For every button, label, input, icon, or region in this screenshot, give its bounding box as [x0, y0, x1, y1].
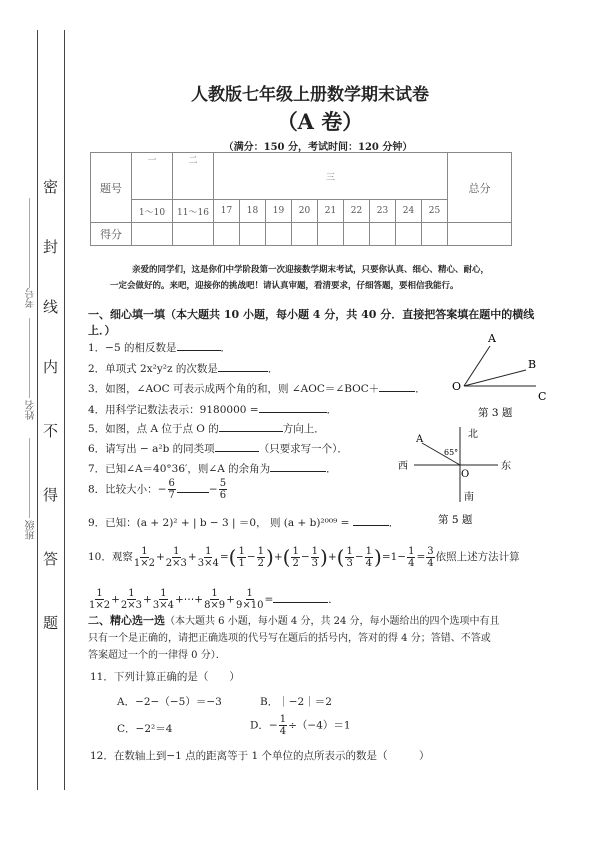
option-d[interactable]: D．− $\frac{1}{4}$ ÷（−4）＝1 — [250, 714, 351, 737]
answer-blank[interactable] — [215, 442, 259, 452]
west-label: 西 — [398, 461, 408, 472]
sub-col: 20 — [292, 200, 318, 223]
class-label: 班级 — [26, 520, 37, 540]
exam-info: （满分：150 分，考试时间：120 分钟） — [223, 142, 413, 153]
seal-char: 线 — [43, 298, 59, 316]
sub-col: 22 — [344, 200, 370, 223]
question-3: 3．如图，∠AOC 可表示成两个角的和，则 ∠AOC＝∠BOC＋ ． — [88, 383, 426, 395]
section2-heading: 只有一个是正确的，请把正确选项的代号写在题后的括号内，答对的得 4 分；答错、不答或 — [88, 633, 491, 644]
group-2: 二 — [173, 153, 214, 200]
score-label: 得分 — [91, 223, 132, 246]
row-label: 题号 — [91, 153, 132, 223]
answer-blank[interactable] — [177, 483, 209, 493]
north-label: 北 — [468, 429, 478, 440]
score-cell[interactable] — [132, 223, 173, 246]
question-11: 11．下列计算正确的是（ ） — [90, 671, 240, 683]
south-label: 南 — [464, 492, 474, 503]
angle-label: 65° — [444, 448, 459, 457]
question-10: 10．观察 $\frac{1}{1\times 2}$ + $\frac{1}{2\times 3}$ + $\frac{1}{3\times 4}$ =( $\frac{1}{1}$ − $\frac{1}{2}$ )+( $\frac{1}{2}$ − $\frac{1}{3}$ )+( $\frac{1}{3}$ − $\frac{1}{4}$ )=1− $\frac{1}{4}$ = $\frac{3}{4}$ 依照上述方法计算 — [88, 545, 520, 569]
section2-heading: 二、精心选一选（本大题共 6 小题，每小题 4 分，共 24 分，每小题给出的四个选项中有且 — [88, 614, 500, 627]
sub-col: 19 — [266, 200, 292, 223]
answer-blank[interactable] — [177, 341, 221, 351]
score-cell[interactable] — [266, 223, 292, 246]
answer-blank[interactable] — [259, 403, 327, 413]
answer-blank[interactable] — [270, 462, 326, 472]
question-1: 1．−5 的相反数是 ． — [88, 342, 231, 354]
answer-blank[interactable] — [219, 422, 283, 432]
section1-heading: 上．） — [88, 324, 116, 337]
page-title: 人教版七年级上册数学期末试卷 — [191, 85, 429, 105]
sub-col: 1～10 — [132, 200, 173, 223]
answer-blank[interactable] — [273, 593, 328, 603]
total-label: 总分 — [448, 153, 512, 223]
id-field-line[interactable] — [29, 198, 30, 288]
option-b[interactable]: B．｜−2｜＝2 — [260, 696, 332, 708]
group-1: 一 — [132, 153, 173, 200]
seal-char: 答 — [43, 550, 59, 568]
seal-char: 题 — [43, 614, 59, 632]
group-3: 三 — [214, 153, 448, 200]
question-7: 7．已知∠A＝40°36′，则∠A 的余角为 ． — [88, 463, 337, 475]
score-cell[interactable] — [422, 223, 448, 246]
option-a[interactable]: A．−2−（−5）＝−3 — [117, 696, 222, 708]
answer-blank[interactable] — [353, 516, 389, 526]
score-cell[interactable] — [318, 223, 344, 246]
label-b: B — [528, 358, 537, 371]
paper-version: （A 卷） — [276, 109, 364, 134]
sub-col: 24 — [396, 200, 422, 223]
figure-3 — [440, 330, 550, 420]
figure-caption: 第 3 题 — [478, 407, 513, 419]
label-c: C — [538, 390, 547, 403]
score-table — [90, 152, 512, 246]
exam-number-label: 考号 — [26, 288, 37, 308]
seal-char: 密 — [43, 178, 59, 196]
sub-col: 18 — [240, 200, 266, 223]
sub-col: 25 — [422, 200, 448, 223]
east-label: 东 — [501, 461, 511, 472]
seal-char: 不 — [43, 422, 59, 440]
seal-char: 得 — [43, 486, 59, 504]
score-cell[interactable] — [240, 223, 266, 246]
name-label: 姓名 — [26, 400, 37, 420]
question-12: 12．在数轴上到−1 点的距离等于 1 个单位的点所表示的数是（ ） — [90, 750, 430, 762]
score-cell[interactable] — [370, 223, 396, 246]
score-cell[interactable] — [396, 223, 422, 246]
score-cell[interactable] — [173, 223, 214, 246]
score-cell[interactable] — [214, 223, 240, 246]
sub-col: 21 — [318, 200, 344, 223]
sub-col: 11～16 — [173, 200, 214, 223]
sub-col: 23 — [370, 200, 396, 223]
section1-heading: 一、细心填一填（本大题共 10 小题，每小题 4 分，共 40 分．直接把答案填在题中的横线 — [88, 308, 535, 321]
option-c[interactable]: C．−2²＝4 — [117, 723, 173, 735]
figure-5 — [388, 425, 528, 530]
sub-col: 17 — [214, 200, 240, 223]
question-6: 6．请写出 − a²b 的同类项 （只要求写一个）． — [88, 443, 348, 455]
intro-line: 一定会做好的。来吧，迎接你的挑战吧！请认真审题，看清要求，仔细答题，要相信我能行。 — [110, 281, 459, 291]
seal-char: 封 — [43, 238, 59, 256]
intro-line: 亲爱的同学们，这是你们中学阶段第一次迎接数学期末考试，只要你认真、细心、精心、耐心， — [132, 265, 490, 275]
question-4: 4．用科学记数法表示：9180000 = ． — [88, 404, 338, 416]
name-field-line[interactable] — [29, 318, 30, 398]
seal-char: 内 — [43, 358, 59, 376]
score-cell[interactable] — [292, 223, 318, 246]
score-cell[interactable] — [448, 223, 512, 246]
label-a: A — [416, 434, 424, 445]
question-5: 5．如图，点 A 位于点 O 的 方向上． — [88, 423, 325, 435]
section2-heading: 答案超过一个的一律得 0 分）． — [88, 650, 226, 661]
answer-blank[interactable] — [379, 382, 415, 392]
score-cell[interactable] — [344, 223, 370, 246]
question-8: 8．比较大小：− $\frac{6}{7}$ − $\frac{5}{6}$ — [88, 478, 227, 501]
figure-caption: 第 5 题 — [438, 514, 473, 526]
label-o: O — [452, 380, 462, 393]
question-10-expression: $\frac{1}{1\times 2}$ + $\frac{1}{2\times 3}$ + $\frac{1}{3\times 4}$ +⋯+ $\frac{1}{8\times 9}$ + $\frac{1}{9\times 10}$ = ． — [89, 588, 339, 611]
question-9: 9．已知：(a + 2)² + | b − 3 | ＝0， 则 (a + b)²⁰⁰⁹ = ． — [88, 517, 400, 529]
question-2: 2．单项式 2x²y²z 的次数是 ． — [88, 363, 279, 375]
answer-blank[interactable] — [218, 362, 268, 372]
label-o: O — [461, 469, 470, 480]
label-a: A — [488, 332, 496, 345]
class-field-line[interactable] — [29, 438, 30, 518]
